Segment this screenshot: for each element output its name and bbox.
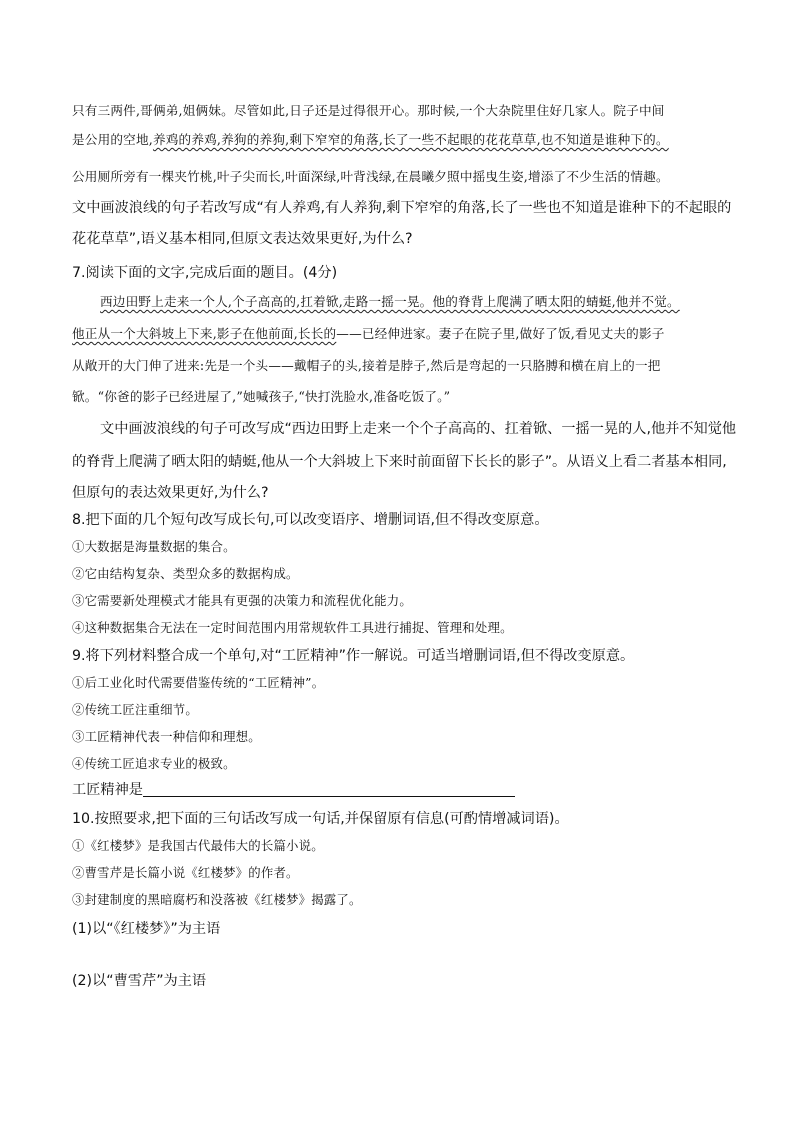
q9-heading: 9.将下列材料整合成一个单句,对“工匠精神”作一解说。可适当增删词语,但不得改变原意。 bbox=[72, 648, 635, 664]
q7-passage-line4: 锨。“你爸的影子已经进屋了,”她喊孩子,“快打洗脸水,准备吃饭了。” bbox=[72, 389, 451, 404]
q7-question-line2: 的脊背上爬满了晒太阳的蜻蜓,他从一个大斜坡上下来时前面留下长长的影子”。从语义上看二者基本相同, bbox=[72, 454, 727, 470]
q7-passage-line3: 从敞开的大门伸了进来:先是一个头——戴帽子的头,接着是脖子,然后是弯起的一只胳膊和横在肩上的一把 bbox=[72, 358, 661, 373]
q10-sub1: (1)以“《红楼梦》”为主语 bbox=[72, 921, 221, 937]
q9-item-1: ①后工业化时代需要借鉴传统的“工匠精神”。 bbox=[72, 675, 325, 690]
passage6-line3: 公用厕所旁有一棵夹竹桃,叶子尖而长,叶面深绿,叶背浅绿,在晨曦夕照中摇曳生姿,增添了不少生活的情趣。 bbox=[72, 169, 669, 184]
q6-line1: 文中画波浪线的句子若改写成“有人养鸡,有人养狗,剩下窄窄的角落,长了一些也不知道是谁种下的不起眼的 bbox=[72, 200, 732, 216]
q10-item-1: ①《红楼梦》是我国古代最伟大的长篇小说。 bbox=[72, 838, 324, 853]
q7-heading: 7.阅读下面的文字,完成后面的题目。(4分) bbox=[72, 265, 338, 281]
q9-item-2: ②传统工匠注重细节。 bbox=[72, 702, 198, 717]
wavy-underlined-sentence: 西边田野上走来一个人,个子高高的,扛着锨,走路一摇一晃。他的脊背上爬满了晒太阳的蜻蜓,他并不觉。 bbox=[100, 294, 680, 309]
q8-heading: 8.把下面的几个短句改写成长句,可以改变语序、增删词语,但不得改变原意。 bbox=[72, 512, 549, 528]
q9-answer-prefix: 工匠精神是 bbox=[72, 782, 143, 798]
q8-item-4: ④这种数据集合无法在一定时间范围内用常规软件工具进行捕捉、管理和处理。 bbox=[72, 620, 513, 635]
q6-line2: 花花草草”,语义基本相同,但原文表达效果更好,为什么? bbox=[72, 231, 413, 247]
q10-item-3: ③封建制度的黑暗腐朽和没落被《红楼梦》揭露了。 bbox=[72, 892, 362, 907]
q10-sub2: (2)以“曹雪芹”为主语 bbox=[72, 973, 207, 989]
q8-item-2: ②它由结构复杂、类型众多的数据构成。 bbox=[72, 566, 299, 581]
q7-passage-line2 bbox=[72, 323, 722, 342]
answer-blank[interactable] bbox=[143, 782, 515, 797]
q7-question-line3: 但原句的表达效果更好,为什么? bbox=[72, 485, 269, 501]
q7-passage-line2-plain: ——已经伸进家。妻子在院子里,做好了饭,看见丈夫的影子 bbox=[336, 326, 665, 341]
q10-item-2: ②曹雪芹是长篇小说《红楼梦》的作者。 bbox=[72, 865, 299, 880]
q8-item-1: ①大数据是海量数据的集合。 bbox=[72, 539, 236, 554]
q9-answer-line bbox=[72, 779, 722, 799]
q9-item-3: ③工匠精神代表一种信仰和理想。 bbox=[72, 729, 261, 744]
passage6-line2-plain: 是公用的空地, bbox=[72, 132, 153, 147]
passage6-line2 bbox=[72, 129, 722, 148]
wavy-underlined-sentence: 养鸡的养鸡,养狗的养狗,剩下窄窄的角落,长了一些不起眼的花花草草,也不知道是谁种下的。 bbox=[152, 132, 669, 147]
wavy-underlined-sentence: 他正从一个大斜坡上下来,影子在他前面,长长的 bbox=[72, 326, 337, 341]
q8-item-3: ③它需要新处理模式才能具有更强的决策力和流程优化能力。 bbox=[72, 593, 412, 608]
q9-item-4: ④传统工匠追求专业的极致。 bbox=[72, 756, 236, 771]
q10-heading: 10.按照要求,把下面的三句话改写成一句话,并保留原有信息(可酌情增减词语)。 bbox=[72, 811, 569, 827]
q7-question-line1: 文中画波浪线的句子可改写成“西边田野上走来一个个子高高的、扛着锨、一摇一晃的人,他并不知觉他 bbox=[100, 421, 737, 437]
q7-passage-line1 bbox=[100, 291, 722, 310]
passage6-line1: 只有三两件,哥俩弟,姐俩妹。尽管如此,日子还是过得很开心。那时候,一个大杂院里住好几家人。院子中间 bbox=[72, 103, 665, 118]
